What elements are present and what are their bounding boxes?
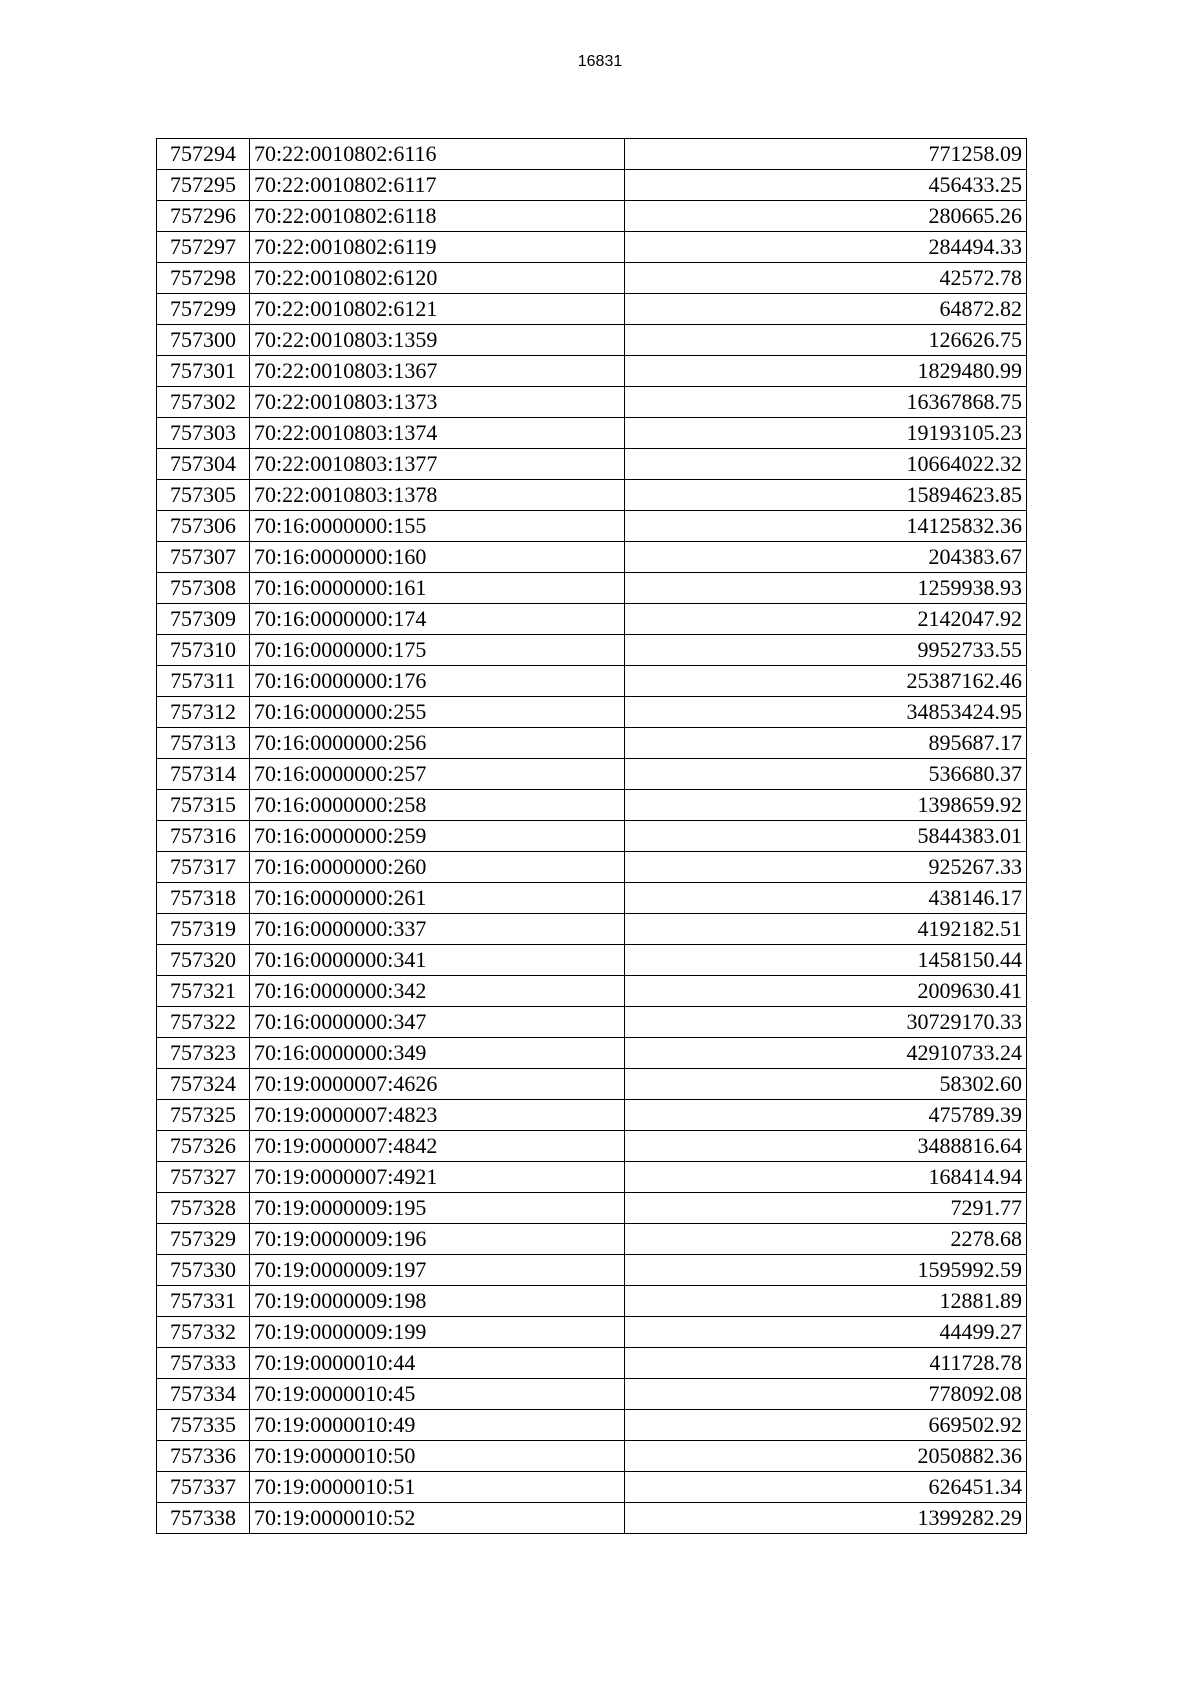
value-cell: 64872.82 — [625, 294, 1027, 325]
table-row — [157, 573, 1027, 604]
value-cell: 126626.75 — [625, 325, 1027, 356]
row-number-cell: 757333 — [157, 1348, 250, 1379]
cadastral-number-cell: 70:16:0000000:161 — [250, 573, 625, 604]
value-cell: 280665.26 — [625, 201, 1027, 232]
cadastral-number-cell: 70:16:0000000:349 — [250, 1038, 625, 1069]
cadastral-number-cell: 70:22:0010802:6118 — [250, 201, 625, 232]
value-cell: 25387162.46 — [625, 666, 1027, 697]
table-row — [157, 480, 1027, 511]
table-row — [157, 263, 1027, 294]
row-number-cell: 757294 — [157, 139, 250, 170]
value-cell: 19193105.23 — [625, 418, 1027, 449]
row-number-cell: 757295 — [157, 170, 250, 201]
cadastral-number-cell: 70:16:0000000:347 — [250, 1007, 625, 1038]
table-row — [157, 976, 1027, 1007]
cadastral-number-cell: 70:16:0000000:337 — [250, 914, 625, 945]
table-row — [157, 728, 1027, 759]
table-row — [157, 1503, 1027, 1534]
table-row — [157, 914, 1027, 945]
table-row — [157, 1410, 1027, 1441]
row-number-cell: 757329 — [157, 1224, 250, 1255]
table-body — [157, 139, 1027, 1534]
value-cell: 1458150.44 — [625, 945, 1027, 976]
value-cell: 1398659.92 — [625, 790, 1027, 821]
value-cell: 5844383.01 — [625, 821, 1027, 852]
row-number-cell: 757299 — [157, 294, 250, 325]
row-number-cell: 757301 — [157, 356, 250, 387]
table-row — [157, 1069, 1027, 1100]
table-row — [157, 635, 1027, 666]
value-cell: 284494.33 — [625, 232, 1027, 263]
table-row — [157, 1038, 1027, 1069]
cadastral-number-cell: 70:19:0000009:196 — [250, 1224, 625, 1255]
table-row — [157, 666, 1027, 697]
cadastral-number-cell: 70:22:0010803:1359 — [250, 325, 625, 356]
cadastral-number-cell: 70:19:0000010:45 — [250, 1379, 625, 1410]
cadastral-number-cell: 70:22:0010802:6120 — [250, 263, 625, 294]
row-number-cell: 757321 — [157, 976, 250, 1007]
cadastral-number-cell: 70:16:0000000:341 — [250, 945, 625, 976]
cadastral-number-cell: 70:16:0000000:258 — [250, 790, 625, 821]
table-row — [157, 1379, 1027, 1410]
value-cell: 168414.94 — [625, 1162, 1027, 1193]
row-number-cell: 757303 — [157, 418, 250, 449]
row-number-cell: 757313 — [157, 728, 250, 759]
row-number-cell: 757338 — [157, 1503, 250, 1534]
table-row — [157, 1224, 1027, 1255]
cadastral-number-cell: 70:22:0010803:1373 — [250, 387, 625, 418]
value-cell: 456433.25 — [625, 170, 1027, 201]
table-row — [157, 511, 1027, 542]
cadastral-number-cell: 70:19:0000010:50 — [250, 1441, 625, 1472]
value-cell: 1399282.29 — [625, 1503, 1027, 1534]
table-row — [157, 232, 1027, 263]
cadastral-number-cell: 70:22:0010802:6117 — [250, 170, 625, 201]
value-cell: 204383.67 — [625, 542, 1027, 573]
cadastral-number-cell: 70:19:0000010:49 — [250, 1410, 625, 1441]
cadastral-number-cell: 70:16:0000000:260 — [250, 852, 625, 883]
cadastral-number-cell: 70:19:0000007:4842 — [250, 1131, 625, 1162]
value-cell: 626451.34 — [625, 1472, 1027, 1503]
table-row — [157, 759, 1027, 790]
table-row — [157, 945, 1027, 976]
table-row — [157, 1162, 1027, 1193]
cadastral-number-cell: 70:16:0000000:175 — [250, 635, 625, 666]
cadastral-number-cell: 70:22:0010802:6116 — [250, 139, 625, 170]
cadastral-number-cell: 70:22:0010803:1377 — [250, 449, 625, 480]
row-number-cell: 757310 — [157, 635, 250, 666]
value-cell: 58302.60 — [625, 1069, 1027, 1100]
value-cell: 42910733.24 — [625, 1038, 1027, 1069]
value-cell: 4192182.51 — [625, 914, 1027, 945]
cadastral-number-cell: 70:19:0000009:195 — [250, 1193, 625, 1224]
cadastral-number-cell: 70:19:0000007:4626 — [250, 1069, 625, 1100]
value-cell: 438146.17 — [625, 883, 1027, 914]
row-number-cell: 757300 — [157, 325, 250, 356]
value-cell: 411728.78 — [625, 1348, 1027, 1379]
cadastral-number-cell: 70:19:0000009:197 — [250, 1255, 625, 1286]
value-cell: 16367868.75 — [625, 387, 1027, 418]
value-cell: 15894623.85 — [625, 480, 1027, 511]
row-number-cell: 757306 — [157, 511, 250, 542]
cadastral-number-cell: 70:22:0010803:1378 — [250, 480, 625, 511]
cadastral-number-cell: 70:19:0000007:4823 — [250, 1100, 625, 1131]
row-number-cell: 757296 — [157, 201, 250, 232]
value-cell: 1595992.59 — [625, 1255, 1027, 1286]
value-cell: 475789.39 — [625, 1100, 1027, 1131]
cadastral-number-cell: 70:16:0000000:160 — [250, 542, 625, 573]
value-cell: 669502.92 — [625, 1410, 1027, 1441]
value-cell: 771258.09 — [625, 139, 1027, 170]
table-row — [157, 697, 1027, 728]
row-number-cell: 757325 — [157, 1100, 250, 1131]
cadastral-number-cell: 70:19:0000009:199 — [250, 1317, 625, 1348]
row-number-cell: 757314 — [157, 759, 250, 790]
table-row — [157, 325, 1027, 356]
row-number-cell: 757336 — [157, 1441, 250, 1472]
table-row — [157, 1472, 1027, 1503]
table-row — [157, 449, 1027, 480]
table-row — [157, 852, 1027, 883]
value-cell: 10664022.32 — [625, 449, 1027, 480]
cadastral-number-cell: 70:19:0000007:4921 — [250, 1162, 625, 1193]
table-row — [157, 201, 1027, 232]
cadastral-number-cell: 70:16:0000000:174 — [250, 604, 625, 635]
row-number-cell: 757335 — [157, 1410, 250, 1441]
value-cell: 778092.08 — [625, 1379, 1027, 1410]
cadastral-number-cell: 70:16:0000000:255 — [250, 697, 625, 728]
value-cell: 34853424.95 — [625, 697, 1027, 728]
row-number-cell: 757297 — [157, 232, 250, 263]
row-number-cell: 757323 — [157, 1038, 250, 1069]
row-number-cell: 757331 — [157, 1286, 250, 1317]
value-cell: 30729170.33 — [625, 1007, 1027, 1038]
row-number-cell: 757304 — [157, 449, 250, 480]
table-row — [157, 542, 1027, 573]
table-row — [157, 883, 1027, 914]
data-table — [156, 138, 1027, 1534]
table-row — [157, 356, 1027, 387]
value-cell: 3488816.64 — [625, 1131, 1027, 1162]
value-cell: 2278.68 — [625, 1224, 1027, 1255]
cadastral-number-cell: 70:19:0000010:51 — [250, 1472, 625, 1503]
row-number-cell: 757327 — [157, 1162, 250, 1193]
value-cell: 7291.77 — [625, 1193, 1027, 1224]
cadastral-number-cell: 70:22:0010803:1367 — [250, 356, 625, 387]
value-cell: 895687.17 — [625, 728, 1027, 759]
cadastral-number-cell: 70:22:0010802:6121 — [250, 294, 625, 325]
row-number-cell: 757320 — [157, 945, 250, 976]
row-number-cell: 757316 — [157, 821, 250, 852]
table-row — [157, 790, 1027, 821]
table-row — [157, 1286, 1027, 1317]
row-number-cell: 757317 — [157, 852, 250, 883]
row-number-cell: 757322 — [157, 1007, 250, 1038]
cadastral-number-cell: 70:16:0000000:261 — [250, 883, 625, 914]
row-number-cell: 757312 — [157, 697, 250, 728]
row-number-cell: 757337 — [157, 1472, 250, 1503]
row-number-cell: 757305 — [157, 480, 250, 511]
cadastral-number-cell: 70:22:0010803:1374 — [250, 418, 625, 449]
cadastral-number-cell: 70:16:0000000:176 — [250, 666, 625, 697]
cadastral-number-cell: 70:16:0000000:155 — [250, 511, 625, 542]
cadastral-number-cell: 70:19:0000009:198 — [250, 1286, 625, 1317]
value-cell: 12881.89 — [625, 1286, 1027, 1317]
value-cell: 1829480.99 — [625, 356, 1027, 387]
row-number-cell: 757311 — [157, 666, 250, 697]
row-number-cell: 757302 — [157, 387, 250, 418]
page-number: 16831 — [577, 53, 623, 70]
value-cell: 9952733.55 — [625, 635, 1027, 666]
row-number-cell: 757307 — [157, 542, 250, 573]
row-number-cell: 757324 — [157, 1069, 250, 1100]
value-cell: 42572.78 — [625, 263, 1027, 294]
value-cell: 44499.27 — [625, 1317, 1027, 1348]
value-cell: 2142047.92 — [625, 604, 1027, 635]
table-row — [157, 418, 1027, 449]
cadastral-number-cell: 70:22:0010802:6119 — [250, 232, 625, 263]
table-row — [157, 1007, 1027, 1038]
table-row — [157, 294, 1027, 325]
table-row — [157, 387, 1027, 418]
row-number-cell: 757319 — [157, 914, 250, 945]
cadastral-number-cell: 70:19:0000010:52 — [250, 1503, 625, 1534]
table-row — [157, 1131, 1027, 1162]
row-number-cell: 757308 — [157, 573, 250, 604]
table-row — [157, 1348, 1027, 1379]
value-cell: 2050882.36 — [625, 1441, 1027, 1472]
cadastral-number-cell: 70:19:0000010:44 — [250, 1348, 625, 1379]
cadastral-number-cell: 70:16:0000000:259 — [250, 821, 625, 852]
cadastral-number-cell: 70:16:0000000:342 — [250, 976, 625, 1007]
cadastral-number-cell: 70:16:0000000:257 — [250, 759, 625, 790]
value-cell: 14125832.36 — [625, 511, 1027, 542]
row-number-cell: 757326 — [157, 1131, 250, 1162]
row-number-cell: 757334 — [157, 1379, 250, 1410]
table-row — [157, 1317, 1027, 1348]
row-number-cell: 757328 — [157, 1193, 250, 1224]
table-row — [157, 604, 1027, 635]
table-row — [157, 1441, 1027, 1472]
row-number-cell: 757332 — [157, 1317, 250, 1348]
table-row — [157, 821, 1027, 852]
row-number-cell: 757309 — [157, 604, 250, 635]
row-number-cell: 757330 — [157, 1255, 250, 1286]
table-row — [157, 1193, 1027, 1224]
table-row — [157, 1100, 1027, 1131]
value-cell: 536680.37 — [625, 759, 1027, 790]
cadastral-number-cell: 70:16:0000000:256 — [250, 728, 625, 759]
table-row — [157, 139, 1027, 170]
row-number-cell: 757298 — [157, 263, 250, 294]
table-row — [157, 1255, 1027, 1286]
value-cell: 2009630.41 — [625, 976, 1027, 1007]
row-number-cell: 757318 — [157, 883, 250, 914]
value-cell: 1259938.93 — [625, 573, 1027, 604]
row-number-cell: 757315 — [157, 790, 250, 821]
value-cell: 925267.33 — [625, 852, 1027, 883]
table-row — [157, 170, 1027, 201]
